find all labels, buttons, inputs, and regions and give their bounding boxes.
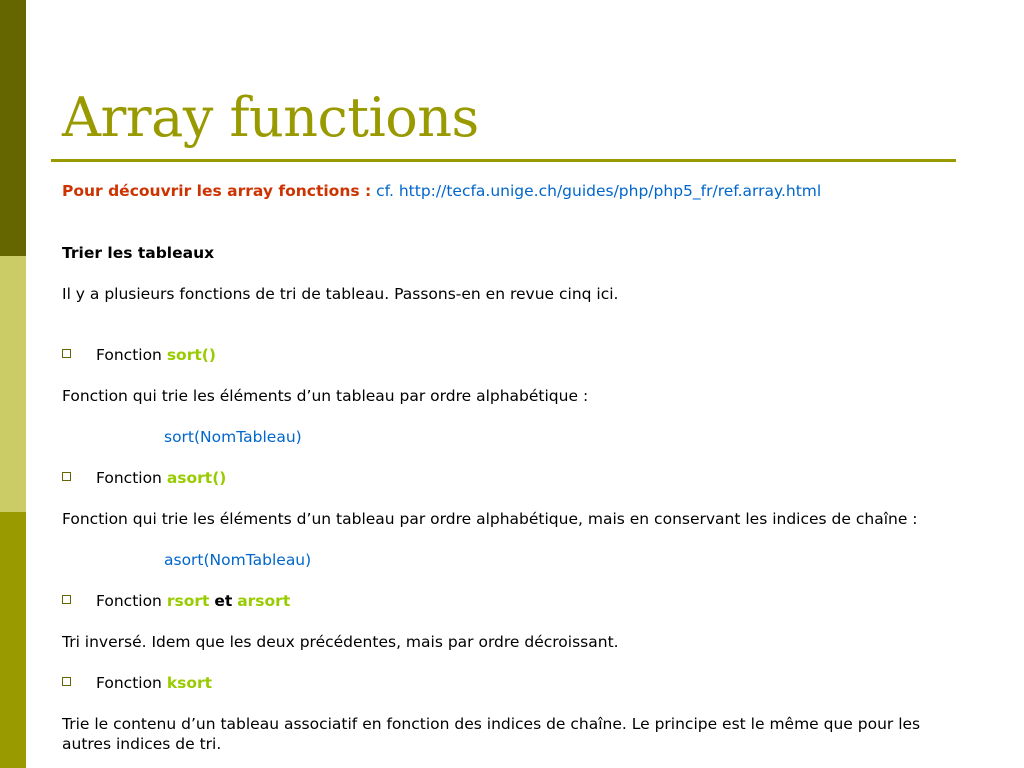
list-item-rsort-arsort — [62, 591, 290, 611]
sidebar-band-bottom — [0, 512, 26, 768]
function-name: asort() — [166, 469, 227, 487]
square-bullet-icon — [62, 472, 71, 481]
title-underline — [51, 159, 956, 162]
intro-line — [62, 181, 821, 201]
item-prefix: Fonction — [96, 674, 162, 692]
slide-title: Array functions — [62, 86, 479, 149]
function-name: rsort — [166, 592, 210, 610]
sidebar-band-top — [0, 0, 26, 256]
list-item-ksort — [62, 673, 212, 693]
intro-url-link[interactable]: http://tecfa.unige.ch/guides/php/php5_fr/ref.array.html — [398, 182, 822, 200]
list-item-sort — [62, 345, 216, 365]
intro-label: Pour découvrir les array fonctions : — [62, 182, 372, 200]
sidebar-decoration — [0, 0, 26, 768]
item-syntax: asort(NomTableau) — [164, 551, 312, 569]
item-description: Fonction qui trie les éléments d’un tableau par ordre alphabétique, mais en conservant les indices de chaîne : — [62, 510, 918, 528]
section-title: Trier les tableaux — [62, 244, 215, 262]
item-description: Fonction qui trie les éléments d’un tableau par ordre alphabétique : — [62, 387, 589, 405]
item-description: Trie le contenu d’un tableau associatif en fonction des indices de chaîne. Le principe est le même que pour les autres indices de tri. — [62, 715, 921, 753]
item-syntax: sort(NomTableau) — [164, 428, 302, 446]
item-prefix: Fonction — [96, 469, 162, 487]
function-name: sort() — [166, 346, 216, 364]
section-intro: Il y a plusieurs fonctions de tri de tableau. Passons-en en revue cinq ici. — [62, 285, 619, 303]
square-bullet-icon — [62, 349, 71, 358]
function-name: ksort — [166, 674, 213, 692]
item-prefix: Fonction — [96, 346, 162, 364]
item-description: Tri inversé. Idem que les deux précédentes, mais par ordre décroissant. — [62, 633, 619, 651]
sidebar-band-middle — [0, 256, 26, 512]
function-name-secondary: arsort — [237, 592, 291, 610]
list-item-asort — [62, 468, 226, 488]
square-bullet-icon — [62, 595, 71, 604]
item-prefix: Fonction — [96, 592, 162, 610]
square-bullet-icon — [62, 677, 71, 686]
item-conjunction: et — [214, 592, 233, 610]
intro-cf: cf. — [376, 182, 394, 200]
